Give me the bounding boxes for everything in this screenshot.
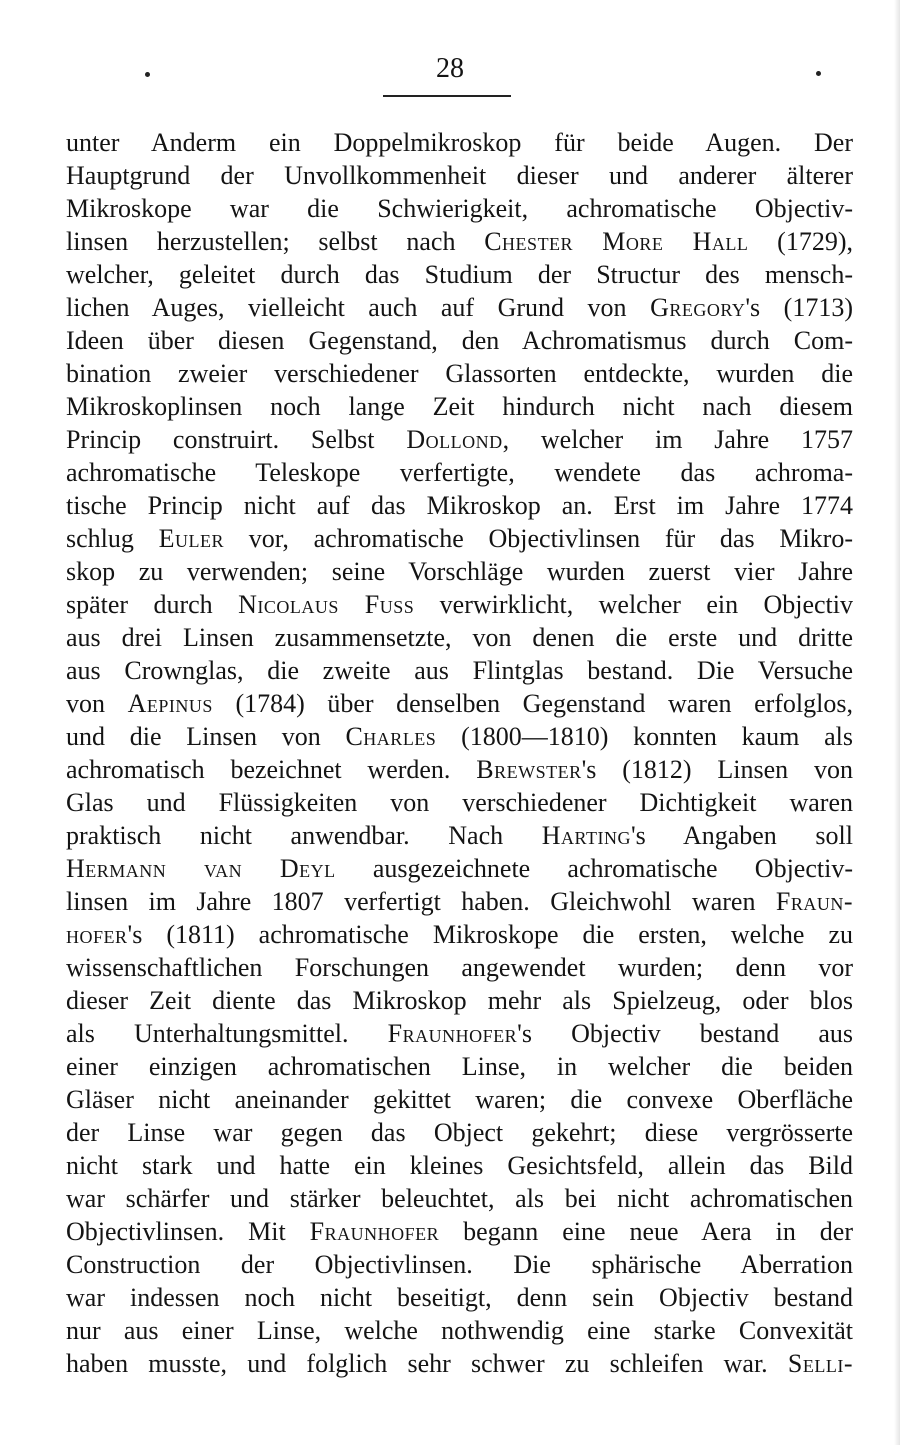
text-line: welcher, geleitet durch das Studium der Structur des mensch- — [66, 260, 853, 289]
text-line: linsen im Jahre 1807 verfertigt haben. Gleichwohl waren Fraun- — [66, 887, 853, 916]
text-line: und die Linsen von Charles (1800—1810) konnten kaum als — [66, 722, 853, 751]
text-line: war schärfer und stärker beleuchtet, als bei nicht achromatischen — [66, 1184, 853, 1213]
text-line: Glas und Flüssigkeiten von verschiedener Dichtigkeit waren — [66, 788, 853, 817]
text-line: linsen herzustellen; selbst nach Chester More Hall (1729), — [66, 227, 853, 256]
header-rule — [383, 95, 511, 97]
body-text — [66, 126, 853, 1380]
text-line: Hauptgrund der Unvollkommenheit dieser und anderer älterer — [66, 161, 853, 190]
text-line: Objectivlinsen. Mit Fraunhofer begann eine neue Aera in der — [66, 1217, 854, 1246]
text-line: dieser Zeit diente das Mikroskop mehr als Spielzeug, oder blos — [66, 986, 853, 1015]
text-line: von Aepinus (1784) über denselben Gegenstand waren erfolglos, — [66, 689, 853, 718]
text-line: war indessen noch nicht beseitigt, denn sein Objectiv bestand — [66, 1283, 853, 1312]
text-line: Construction der Objectivlinsen. Die sphärische Aberration — [66, 1250, 853, 1279]
text-line: später durch Nicolaus Fuss verwirklicht, welcher ein Objectiv — [66, 590, 854, 619]
text-line: aus drei Linsen zusammensetzte, von denen die erste und dritte — [66, 623, 853, 652]
text-line: praktisch nicht anwendbar. Nach Harting's Angaben soll — [66, 821, 853, 850]
text-line: Mikroskope war die Schwierigkeit, achromatische Objectiv- — [66, 194, 853, 223]
text-line: achromatisch bezeichnet werden. Brewster's (1812) Linsen von — [66, 755, 853, 784]
text-line: lichen Auges, vielleicht auch auf Grund von Gregory's (1713) — [66, 293, 853, 322]
text-line: achromatische Teleskope verfertigte, wendete das achroma- — [66, 458, 853, 487]
text-line: tische Princip nicht auf das Mikroskop an. Erst im Jahre 1774 — [66, 491, 853, 520]
text-line: einer einzigen achromatischen Linse, in welcher die beiden — [66, 1052, 853, 1081]
text-line: Hermann van Deyl ausgezeichnete achromatische Objectiv- — [66, 854, 853, 883]
text-line: als Unterhaltungsmittel. Fraunhofer's Objectiv bestand aus — [66, 1019, 854, 1048]
text-line: skop zu verwenden; seine Vorschläge wurden zuerst vier Jahre — [66, 557, 853, 586]
text-line: haben musste, und folglich sehr schwer zu schleifen war. Selli- — [66, 1349, 853, 1378]
print-speck-right — [816, 71, 821, 76]
page-edge-shadow — [894, 0, 900, 1445]
text-line: unter Anderm ein Doppelmikroskop für beide Augen. Der — [66, 128, 853, 157]
text-line: bination zweier verschiedener Glassorten entdeckte, wurden die — [66, 359, 853, 388]
text-line: Mikroskoplinsen noch lange Zeit hindurch nicht nach diesem — [66, 392, 853, 421]
text-line: wissenschaftlichen Forschungen angewendet wurden; denn vor — [66, 953, 853, 982]
text-line: nur aus einer Linse, welche nothwendig eine starke Convexität — [66, 1316, 853, 1345]
text-line: aus Crownglas, die zweite aus Flintglas bestand. Die Versuche — [66, 656, 853, 685]
text-line: hofer's (1811) achromatische Mikroskope die ersten, welche zu — [66, 920, 853, 949]
text-line: Princip construirt. Selbst Dollond, welcher im Jahre 1757 — [66, 425, 853, 454]
text-line: Ideen über diesen Gegenstand, den Achromatismus durch Com- — [66, 326, 853, 355]
text-line: Gläser nicht aneinander gekittet waren; die convexe Oberfläche — [66, 1085, 853, 1114]
page-number: 28 — [436, 53, 464, 84]
text-line: der Linse war gegen das Object gekehrt; diese vergrösserte — [66, 1118, 853, 1147]
text-line: schlug Euler vor, achromatische Objectivlinsen für das Mikro- — [66, 524, 853, 553]
text-line: nicht stark und hatte ein kleines Gesichtsfeld, allein das Bild — [66, 1151, 853, 1180]
